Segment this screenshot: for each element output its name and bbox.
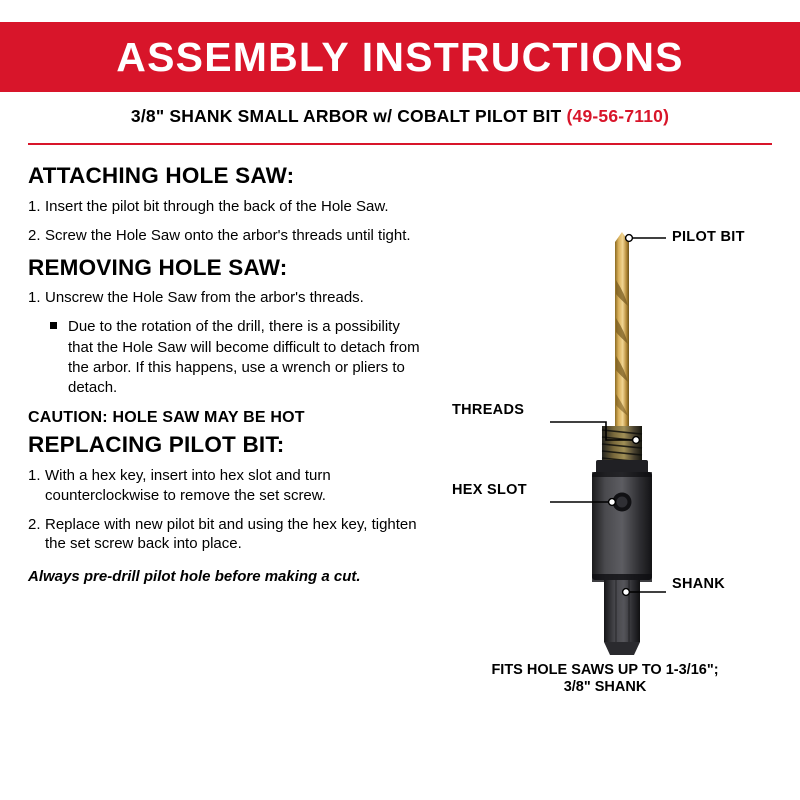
step-text: Unscrew the Hole Saw from the arbor's threads. xyxy=(45,289,364,307)
footnote: Always pre-drill pilot hole before making a cut. xyxy=(28,568,361,586)
step-text: Screw the Hole Saw onto the arbor's threads until tight. xyxy=(45,226,411,244)
step-number: 2. xyxy=(28,226,41,244)
section-heading-removing: REMOVING HOLE SAW: xyxy=(28,254,288,280)
step-number: 1. xyxy=(28,289,41,307)
figure-caption-line1: FITS HOLE SAWS UP TO 1-3/16"; xyxy=(491,662,719,678)
list-item xyxy=(28,466,428,506)
section-heading-attaching: ATTACHING HOLE SAW: xyxy=(28,163,295,188)
list-item xyxy=(50,317,428,399)
pilot-bit-graphic xyxy=(615,232,629,446)
callout-pilot-bit: PILOT BIT xyxy=(672,229,745,245)
step-number: 1. xyxy=(28,197,41,215)
step-text: Insert the pilot bit through the back of the Hole Saw. xyxy=(45,197,389,215)
subtitle-text: 3/8" SHANK SMALL ARBOR w/ COBALT PILOT BIT xyxy=(130,106,562,126)
arbor-body-graphic xyxy=(592,472,652,582)
figure-caption-line2: 3/8" SHANK xyxy=(563,678,647,695)
list-item xyxy=(28,288,428,308)
section-heading-replacing: REPLACING PILOT BIT: xyxy=(28,431,285,457)
figure-caption xyxy=(430,662,780,695)
subtitle xyxy=(0,106,800,127)
part-number: (49-56-7110) xyxy=(566,106,670,126)
step-number: 1. xyxy=(28,466,41,484)
instructions-column xyxy=(28,158,428,585)
list-item xyxy=(28,515,428,555)
caution-notice: CAUTION: HOLE SAW MAY BE HOT xyxy=(28,408,305,426)
square-bullet-icon xyxy=(50,317,68,399)
callout-threads: THREADS xyxy=(452,402,525,418)
page-title: ASSEMBLY INSTRUCTIONS xyxy=(116,33,684,80)
callout-shank: SHANK xyxy=(672,576,726,592)
step-text: Replace with new pilot bit and using the hex key, tighten the set screw back into place. xyxy=(45,515,417,553)
list-item xyxy=(28,197,428,217)
step-number: 2. xyxy=(28,515,41,533)
step-text: With a hex key, insert into hex slot and turn counterclockwise to remove the set screw. xyxy=(45,466,331,504)
collar-graphic xyxy=(596,460,648,474)
header-band xyxy=(0,22,800,92)
divider-rule xyxy=(28,143,772,145)
list-item xyxy=(28,226,428,246)
bullet-text: Due to the rotation of the drill, there is a possibility that the Hole Saw will become difficult to detach from the arbor. If this happens, use a wrench or pliers to detach. xyxy=(68,318,420,397)
callout-hex-slot: HEX SLOT xyxy=(452,482,527,498)
